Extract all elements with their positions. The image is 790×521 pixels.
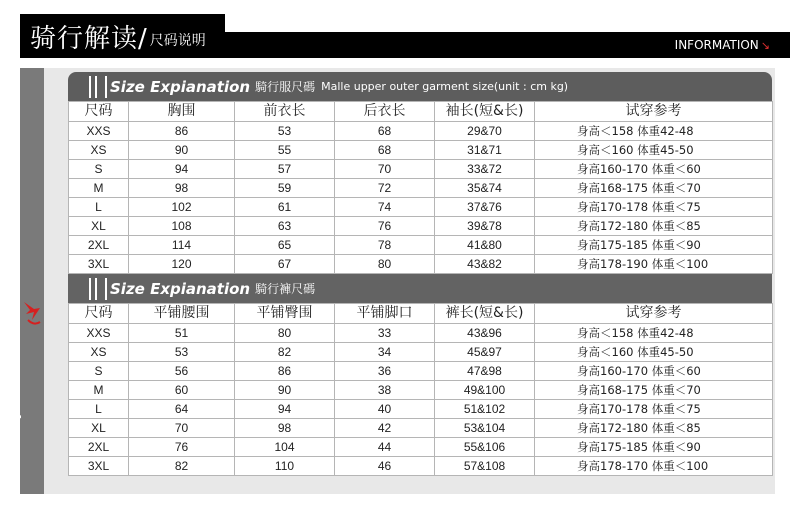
table-row [69, 179, 773, 198]
fit-reference-cell: 身高＜158 体重42-48 [535, 324, 773, 343]
measurement-cell: 65 [235, 236, 335, 255]
size-label-cell: M [69, 179, 129, 198]
measurement-cell: 57&108 [435, 457, 535, 476]
upper-section-title-en: Malle upper outer garment size(unit : cm kg) [321, 80, 569, 93]
fit-reference-cell: 身高170-178 体重＜75 [535, 400, 773, 419]
fit-reference-cell: 身高168-175 体重＜70 [535, 179, 773, 198]
column-header: 前衣长 [235, 102, 335, 122]
measurement-cell: 56 [129, 362, 235, 381]
table-row [69, 122, 773, 141]
measurement-cell: 102 [129, 198, 235, 217]
fit-reference-cell: 身高175-185 体重＜90 [535, 438, 773, 457]
column-header: 裤长(短&长) [435, 304, 535, 324]
table-row [69, 160, 773, 179]
column-header: 平铺臀围 [235, 304, 335, 324]
size-chart-panel [68, 72, 772, 476]
measurement-cell: 55 [235, 141, 335, 160]
size-label-cell: XS [69, 343, 129, 362]
fit-reference-cell: 身高＜160 体重45-50 [535, 343, 773, 362]
measurement-cell: 39&78 [435, 217, 535, 236]
measurement-cell: 44 [335, 438, 435, 457]
column-header: 袖长(短&长) [435, 102, 535, 122]
column-header: 试穿参考 [535, 102, 773, 122]
size-label-cell: XS [69, 141, 129, 160]
table-row [69, 343, 773, 362]
information-label: INFORMATION [674, 38, 759, 52]
table-header-row [69, 102, 773, 122]
measurement-cell: 70 [129, 419, 235, 438]
measurement-cell: 51 [129, 324, 235, 343]
size-label-cell: M [69, 381, 129, 400]
fit-reference-cell: 身高178-170 体重＜100 [535, 457, 773, 476]
measurement-cell: 120 [129, 255, 235, 274]
size-label-cell: 3XL [69, 255, 129, 274]
size-label-cell: 2XL [69, 438, 129, 457]
fit-reference-cell: 身高160-170 体重＜60 [535, 362, 773, 381]
measurement-cell: 80 [235, 324, 335, 343]
information-bar [225, 32, 790, 58]
measurement-cell: 29&70 [435, 122, 535, 141]
size-label-cell: 2XL [69, 236, 129, 255]
measurement-cell: 94 [235, 400, 335, 419]
table-row [69, 198, 773, 217]
measurement-cell: 94 [129, 160, 235, 179]
measurement-cell: 31&71 [435, 141, 535, 160]
measurement-cell: 86 [235, 362, 335, 381]
fit-reference-cell: 身高178-190 体重＜100 [535, 255, 773, 274]
measurement-cell: 60 [129, 381, 235, 400]
brand-name: acacia [5, 368, 24, 431]
measurement-cell: 43&96 [435, 324, 535, 343]
table-row [69, 438, 773, 457]
measurement-cell: 90 [235, 381, 335, 400]
measurement-cell: 76 [129, 438, 235, 457]
fit-reference-cell: 身高＜160 体重45-50 [535, 141, 773, 160]
measurement-cell: 64 [129, 400, 235, 419]
size-label-cell: XL [69, 419, 129, 438]
table-row [69, 457, 773, 476]
column-header: 平铺腰围 [129, 304, 235, 324]
brand-logo-icon [22, 300, 42, 328]
size-label-cell: 3XL [69, 457, 129, 476]
measurement-cell: 80 [335, 255, 435, 274]
fit-reference-cell: 身高＜158 体重42-48 [535, 122, 773, 141]
measurement-cell: 33 [335, 324, 435, 343]
upper-size-table [68, 101, 773, 274]
upper-section-header [68, 72, 772, 101]
measurement-cell: 70 [335, 160, 435, 179]
column-header: 胸围 [129, 102, 235, 122]
fit-reference-cell: 身高175-185 体重＜90 [535, 236, 773, 255]
section-bars-icon [89, 76, 107, 98]
lower-section-header [68, 274, 772, 303]
measurement-cell: 78 [335, 236, 435, 255]
size-label-cell: L [69, 198, 129, 217]
table-row [69, 255, 773, 274]
page-header [0, 14, 790, 58]
size-label-cell: L [69, 400, 129, 419]
measurement-cell: 46 [335, 457, 435, 476]
measurement-cell: 86 [129, 122, 235, 141]
measurement-cell: 55&106 [435, 438, 535, 457]
fit-reference-cell: 身高170-178 体重＜75 [535, 198, 773, 217]
measurement-cell: 67 [235, 255, 335, 274]
measurement-cell: 53 [129, 343, 235, 362]
measurement-cell: 68 [335, 141, 435, 160]
size-label-cell: XXS [69, 122, 129, 141]
measurement-cell: 34 [335, 343, 435, 362]
page-title: 骑行解读/ [30, 23, 148, 54]
measurement-cell: 90 [129, 141, 235, 160]
measurement-cell: 98 [235, 419, 335, 438]
measurement-cell: 37&76 [435, 198, 535, 217]
size-label-cell: XXS [69, 324, 129, 343]
table-row [69, 217, 773, 236]
measurement-cell: 51&102 [435, 400, 535, 419]
measurement-cell: 82 [129, 457, 235, 476]
measurement-cell: 82 [235, 343, 335, 362]
measurement-cell: 40 [335, 400, 435, 419]
fit-reference-cell: 身高160-170 体重＜60 [535, 160, 773, 179]
measurement-cell: 98 [129, 179, 235, 198]
measurement-cell: 53&104 [435, 419, 535, 438]
column-header: 平铺脚口 [335, 304, 435, 324]
table-row [69, 419, 773, 438]
column-header: 尺码 [69, 102, 129, 122]
measurement-cell: 61 [235, 198, 335, 217]
fit-reference-cell: 身高168-175 体重＜70 [535, 381, 773, 400]
column-header: 后衣长 [335, 102, 435, 122]
lower-size-table [68, 303, 773, 476]
table-row [69, 381, 773, 400]
arrow-down-right-icon: ↘ [760, 39, 770, 52]
upper-section-title: Size Expianation [110, 77, 251, 96]
measurement-cell: 63 [235, 217, 335, 236]
table-row [69, 362, 773, 381]
measurement-cell: 43&82 [435, 255, 535, 274]
measurement-cell: 72 [335, 179, 435, 198]
header-title-block [20, 14, 225, 58]
measurement-cell: 49&100 [435, 381, 535, 400]
size-label-cell: XL [69, 217, 129, 236]
measurement-cell: 42 [335, 419, 435, 438]
measurement-cell: 53 [235, 122, 335, 141]
measurement-cell: 45&97 [435, 343, 535, 362]
size-label-cell: S [69, 362, 129, 381]
measurement-cell: 74 [335, 198, 435, 217]
section-bars-icon [89, 278, 107, 300]
lower-section-title: Size Expianation [110, 279, 251, 298]
table-header-row [69, 304, 773, 324]
table-row [69, 400, 773, 419]
measurement-cell: 104 [235, 438, 335, 457]
measurement-cell: 35&74 [435, 179, 535, 198]
measurement-cell: 108 [129, 217, 235, 236]
table-row [69, 236, 773, 255]
measurement-cell: 68 [335, 122, 435, 141]
column-header: 尺码 [69, 304, 129, 324]
table-row [69, 141, 773, 160]
measurement-cell: 76 [335, 217, 435, 236]
measurement-cell: 41&80 [435, 236, 535, 255]
measurement-cell: 59 [235, 179, 335, 198]
measurement-cell: 47&98 [435, 362, 535, 381]
column-header: 试穿参考 [535, 304, 773, 324]
lower-section-title-cn: 騎行褲尺碼 [255, 282, 316, 296]
upper-section-title-cn: 騎行服尺碼 [255, 80, 316, 94]
fit-reference-cell: 身高172-180 体重＜85 [535, 217, 773, 236]
size-label-cell: S [69, 160, 129, 179]
measurement-cell: 110 [235, 457, 335, 476]
fit-reference-cell: 身高172-180 体重＜85 [535, 419, 773, 438]
table-row [69, 324, 773, 343]
measurement-cell: 57 [235, 160, 335, 179]
measurement-cell: 36 [335, 362, 435, 381]
measurement-cell: 114 [129, 236, 235, 255]
measurement-cell: 33&72 [435, 160, 535, 179]
measurement-cell: 38 [335, 381, 435, 400]
page-subtitle: 尺码说明 [149, 33, 206, 49]
